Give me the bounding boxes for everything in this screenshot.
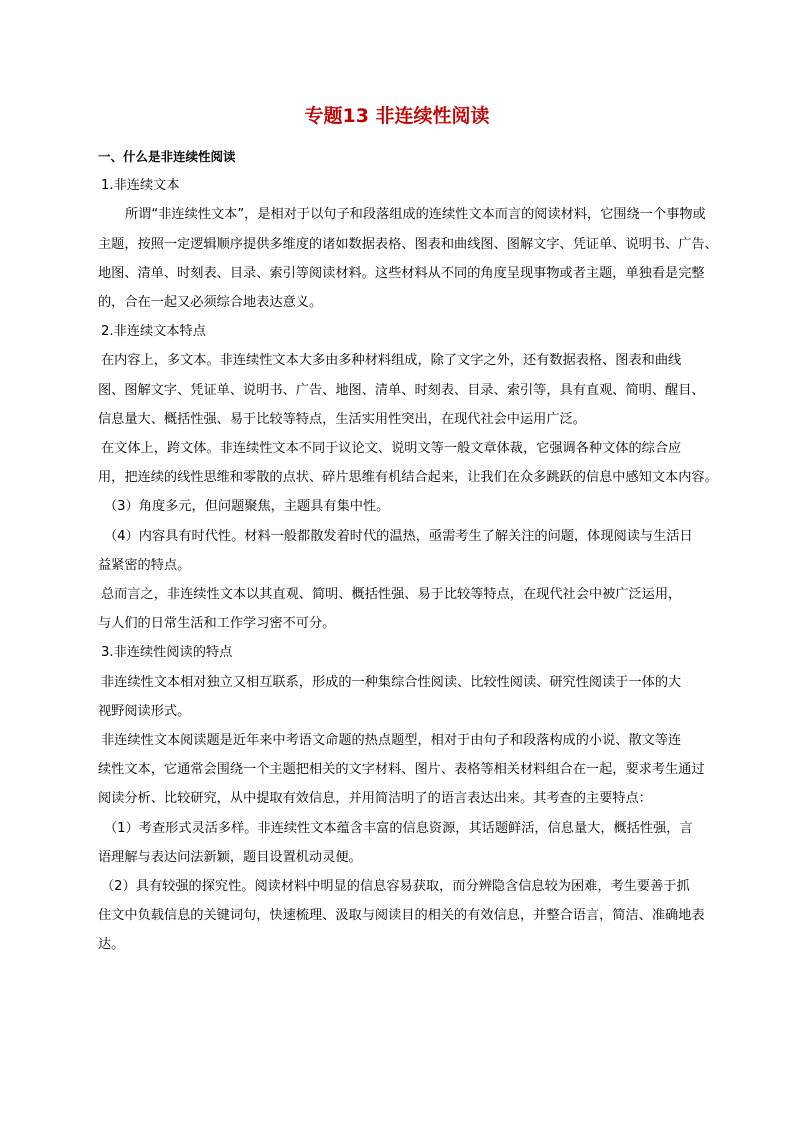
paragraph-line: （3）角度多元，但问题聚焦，主题具有集中性。	[104, 499, 390, 515]
paragraph-line: 达。	[98, 937, 125, 953]
paragraph-line: 在内容上，多文本。非连续性文本大多由多种材料组成，除了文字之外，还有数据表格、图表和曲线	[101, 353, 682, 369]
paragraph-line: 地图、清单、时刻表、目录、索引等阅读材料。这些材料从不同的角度呈现事物或者主题，单独看是完整	[98, 265, 705, 281]
section-heading: 一、什么是非连续性阅读	[98, 149, 236, 164]
paragraph-line: （1）考查形式灵活多样。非连续性文本蕴含丰富的信息资源，其话题鲜活，信息量大，概括性强，言	[104, 820, 693, 836]
page-title: 专题13 非连续性阅读	[304, 105, 490, 127]
paragraph-line: 益紧密的特点。	[98, 557, 191, 573]
paragraph-line: 续性文本，它通常会围绕一个主题把相关的文字材料、图片、表格等相关材料组合在一起，要求考生通过	[98, 762, 705, 778]
paragraph-line: 在文体上，跨文体。非连续性文本不同于议论文、说明文等一般文章体裁，它强调各种文体的综合应	[101, 441, 682, 457]
subsection-heading: 3.非连续性阅读的特点	[101, 645, 233, 661]
paragraph-line: 图、图解文字、凭证单、说明书、广告、地图、清单、时刻表、目录、索引等，具有直观、简明、醒目、	[98, 382, 705, 398]
paragraph-line: 视野阅读形式。	[98, 703, 191, 719]
paragraph-line: （4）内容具有时代性。材料一般都散发着时代的温热，亟需考生了解关注的问题，体现阅读与生活日	[104, 528, 693, 544]
paragraph-line: 主题，按照一定逻辑顺序提供多维度的诸如数据表格、图表和曲线图、图解文字、凭证单、说明书、广告、	[98, 236, 718, 252]
paragraph-line: 住文中负载信息的关键词句，快速梳理、汲取与阅读目的相关的有效信息，并整合语言，简洁、准确地表	[98, 908, 705, 924]
paragraph-line: 总而言之，非连续性文本以其直观、简明、概括性强、易于比较等特点，在现代社会中被广泛运用，	[101, 587, 682, 603]
paragraph-line: 与人们的日常生活和工作学习密不可分。	[98, 616, 336, 632]
paragraph-line: 非连续性文本相对独立又相互联系，形成的一种集综合性阅读、比较性阅读、研究性阅读于一体的大	[101, 674, 682, 690]
paragraph-line: 语理解与表达问法新颖，题目设置机动灵便。	[98, 849, 362, 865]
paragraph-line: 用，把连续的线性思维和零散的点状、碎片思维有机结合起来，让我们在众多跳跃的信息中感知文本内容。	[98, 470, 718, 486]
paragraph-line: 所谓“非连续性文本”，是相对于以句子和段落组成的连续性文本而言的阅读材料，它围绕一个事物或	[125, 207, 706, 223]
document-body	[98, 142, 718, 960]
subsection-heading: 2.非连续文本特点	[101, 324, 206, 340]
paragraph-line: （2）具有较强的探究性。阅读材料中明显的信息容易获取，而分辨隐含信息较为困难，考生要善于抓	[101, 879, 690, 895]
paragraph-line: 非连续性文本阅读题是近年来中考语文命题的热点题型，相对于由句子和段落构成的小说、散文等连	[101, 733, 682, 749]
paragraph-line: 信息量大、概括性强、易于比较等特点，生活实用性突出，在现代社会中运用广泛。	[98, 411, 586, 427]
subsection-heading: 1.非连续文本	[101, 178, 180, 194]
paragraph-line: 的，合在一起又必须综合地表达意义。	[98, 295, 323, 311]
paragraph-line: 阅读分析、比较研究，从中提取有效信息，并用简洁明了的语言表达出来。其考查的主要特点：	[98, 791, 652, 807]
